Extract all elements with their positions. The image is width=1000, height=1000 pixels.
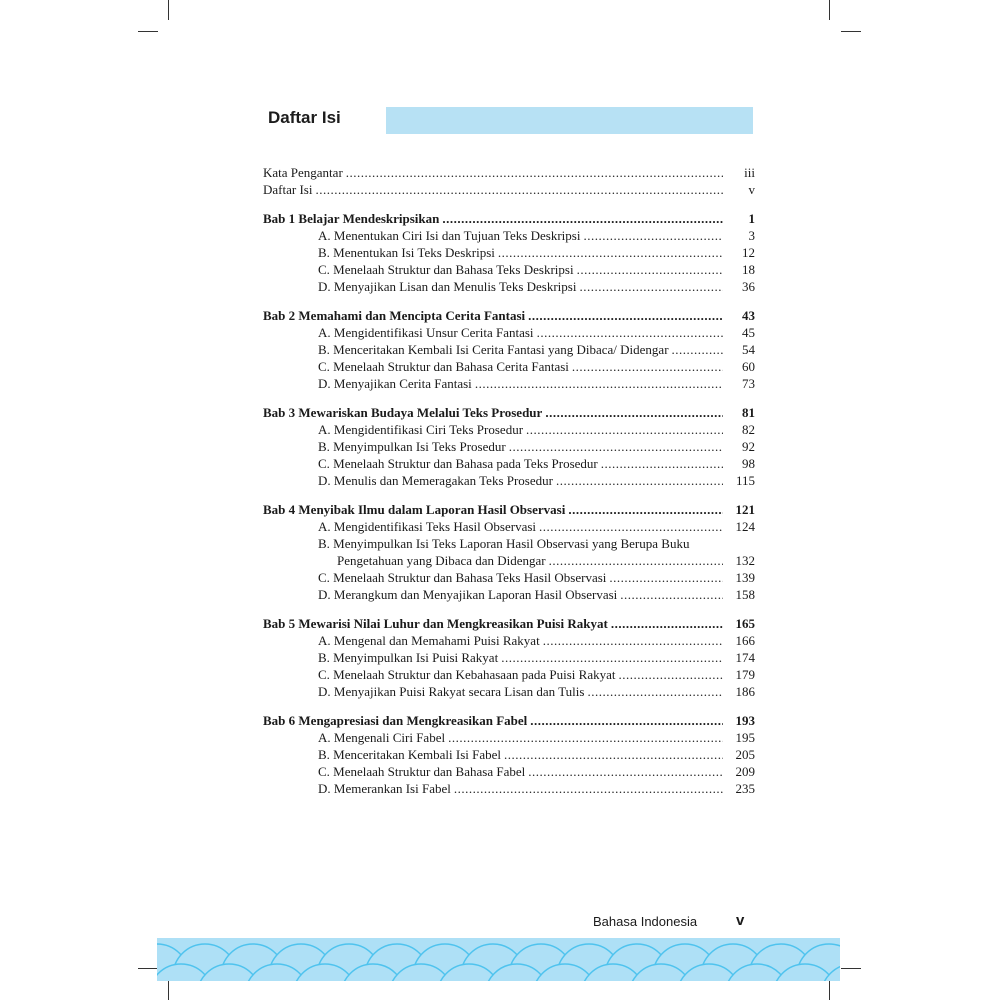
crop-mark-left-top [138,31,158,32]
dot-leader [539,518,723,535]
dot-leader [568,501,723,518]
toc-section-entry [263,518,755,535]
toc-section-entry-page: 139 [735,570,755,585]
page-title: Daftar Isi [268,108,341,127]
toc-section-entry-page: 73 [742,376,755,391]
toc-section-entry-title: D. Menyajikan Lisan dan Menulis Teks Deskripsi [318,279,577,294]
toc-section-entry [263,666,755,683]
toc-chapter-entry [263,615,755,632]
toc-section-entry-page: 158 [735,587,755,602]
toc-section-entry-title: C. Menelaah Struktur dan Bahasa Fabel [318,764,526,779]
dot-leader [543,632,723,649]
toc-chapter-entry-page: 121 [735,502,755,517]
toc-chapter-entry-page: 165 [735,616,755,631]
dot-leader [498,244,723,261]
toc-chapter-entry-title: Bab 2 Memahami dan Mencipta Cerita Fantasi [263,308,526,323]
toc-chapter-entry-page: 43 [742,308,755,323]
crop-mark-right-bottom [841,968,861,969]
toc-section-entry-page: 82 [742,422,755,437]
toc-section-entry-page: 124 [735,519,755,534]
dot-leader [556,472,723,489]
toc-section-entry [263,472,755,489]
toc-section-entry-title: B. Menentukan Isi Teks Deskripsi [318,245,495,260]
toc-section-entry [263,729,755,746]
toc-section-entry-page: 60 [742,359,755,374]
toc-section-entry [263,632,755,649]
toc-section-entry [263,455,755,472]
toc-section-entry-title: B. Menyimpulkan Isi Puisi Rakyat [318,650,499,665]
toc-section-entry [263,227,755,244]
toc-section-entry-page: 98 [742,456,755,471]
toc-section-entry-page: 54 [742,342,755,357]
toc-section-entry-page: 235 [735,781,755,796]
toc-section-entry [263,683,755,700]
dot-leader [672,341,723,358]
toc-section-entry-title: Pengetahuan yang Dibaca dan Didengar [337,553,546,568]
toc-section-entry-page: 209 [735,764,755,779]
toc-section-entry [263,261,755,278]
toc-section-entry [263,278,755,295]
toc-section-entry-title: B. Menceritakan Kembali Isi Fabel [318,747,502,762]
toc-chapter-entry-title: Bab 6 Mengapresiasi dan Mengkreasikan Fabel [263,713,528,728]
toc-section-entry-title: A. Mengidentifikasi Teks Hasil Observasi [318,519,537,534]
toc-section-entry-title: A. Mengenal dan Memahami Puisi Rakyat [318,633,540,648]
toc-section-entry-title: A. Mengidentifikasi Unsur Cerita Fantasi [318,325,534,340]
toc-section-entry-page: 18 [742,262,755,277]
toc-front-entry [263,164,755,181]
crop-mark-left-bottom [138,968,158,969]
toc-section-entry-title: C. Menelaah Struktur dan Bahasa pada Teks Prosedur [318,456,598,471]
toc-section-entry-page: 166 [735,633,755,648]
toc-chapter-entry-title: Bab 3 Mewariskan Budaya Melalui Teks Prosedur [263,405,543,420]
dot-leader [545,404,723,421]
toc-section-entry-page: 186 [735,684,755,699]
dot-leader [601,455,723,472]
crop-mark-right-top [841,31,861,32]
toc-section-entry-page: 115 [735,473,755,488]
dot-leader [572,358,723,375]
toc-section-entry-page: 195 [735,730,755,745]
dot-leader [587,683,723,700]
toc-section-entry [263,586,755,603]
toc-section-entry [263,763,755,780]
footer-book-title: Bahasa Indonesia [593,914,698,929]
toc-section-entry-page: 92 [742,439,755,454]
crop-mark-bottom-right [829,980,830,1000]
dot-leader [577,261,723,278]
toc-section-entry [263,324,755,341]
crop-mark-top-right [829,0,830,20]
dot-leader [315,181,723,198]
toc-chapter-entry-title: Bab 1 Belajar Mendeskripsikan [263,211,440,226]
dot-leader [448,729,723,746]
toc-section-entry-title: B. Menyimpulkan Isi Teks Laporan Hasil Observasi yang Berupa Buku [318,536,690,551]
dot-leader [618,666,723,683]
toc-section-entry-title: C. Menelaah Struktur dan Bahasa Teks Hasil Observasi [318,570,607,585]
dot-leader [611,615,723,632]
dot-leader [537,324,723,341]
dot-leader [530,712,723,729]
toc-section-entry-page: 36 [742,279,755,294]
toc-section-entry-title: A. Mengidentifikasi Ciri Teks Prosedur [318,422,524,437]
dot-leader [528,307,723,324]
toc-section-entry-title: D. Merangkum dan Menyajikan Laporan Hasil Observasi [318,587,618,602]
toc-section-entry [263,569,755,586]
toc-section-entry-title: C. Menelaah Struktur dan Kebahasaan pada Puisi Rakyat [318,667,616,682]
toc-section-entry [263,244,755,261]
toc-section-entry [263,358,755,375]
toc-section-entry-title: D. Memerankan Isi Fabel [318,781,451,796]
dot-leader [454,780,723,797]
toc-section-entry-page: 3 [748,228,755,243]
wave-decoration [157,938,840,981]
toc-chapter-entry [263,210,755,227]
crop-mark-top-left [168,0,169,20]
dot-leader [579,278,723,295]
toc-section-entry-title: C. Menelaah Struktur dan Bahasa Teks Deskripsi [318,262,574,277]
toc-chapter-entry [263,404,755,421]
toc-section-entry-page: 12 [742,245,755,260]
toc-front-entry-title: Kata Pengantar [263,165,343,180]
toc-section-entry-title: C. Menelaah Struktur dan Bahasa Cerita Fantasi [318,359,569,374]
toc-section-entry-title: A. Menentukan Ciri Isi dan Tujuan Teks Deskripsi [318,228,581,243]
dot-leader [346,164,723,181]
toc-chapter-entry-title: Bab 4 Menyibak Ilmu dalam Laporan Hasil Observasi [263,502,566,517]
dot-leader [528,763,723,780]
crop-mark-bottom-left [168,980,169,1000]
toc-section-entry [263,438,755,455]
dot-leader [526,421,723,438]
dot-leader [609,569,723,586]
toc-section-entry [263,535,755,552]
toc-section-entry-page: 174 [735,650,755,665]
toc-section-entry [263,780,755,797]
toc-section-entry-title: B. Menyimpulkan Isi Teks Prosedur [318,439,506,454]
toc-chapter-entry-title: Bab 5 Mewarisi Nilai Luhur dan Mengkreasikan Puisi Rakyat [263,616,608,631]
toc-chapter-entry-page: 81 [742,405,755,420]
toc-section-entry-title: D. Menyajikan Cerita Fantasi [318,376,472,391]
heading-bar [386,107,753,134]
toc-section-entry-page: 205 [735,747,755,762]
toc-section-entry-title: A. Mengenali Ciri Fabel [318,730,446,745]
toc-section-entry [263,746,755,763]
dot-leader [620,586,723,603]
toc-chapter-entry [263,712,755,729]
toc-section-entry [263,341,755,358]
toc-section-entry-title: D. Menyajikan Puisi Rakyat secara Lisan dan Tulis [318,684,585,699]
dot-leader [442,210,723,227]
toc-chapter-entry [263,501,755,518]
toc-front-entry [263,181,755,198]
toc-section-entry-title: B. Menceritakan Kembali Isi Cerita Fantasi yang Dibaca/ Didengar [318,342,669,357]
dot-leader [583,227,723,244]
toc-section-entry-page: 45 [742,325,755,340]
toc-section-entry-page: 132 [735,553,755,568]
toc-section-entry-title: D. Menulis dan Memeragakan Teks Prosedur [318,473,553,488]
toc-front-entry-title: Daftar Isi [263,182,313,197]
toc-chapter-entry-page: 1 [748,211,755,226]
toc-section-entry [263,552,755,569]
dot-leader [509,438,723,455]
dot-leader [501,649,723,666]
toc-front-entry-page: iii [744,165,755,180]
toc-section-entry-page: 179 [735,667,755,682]
toc-chapter-entry [263,307,755,324]
toc-section-entry [263,375,755,392]
dot-leader [504,746,723,763]
table-of-contents [263,164,755,797]
toc-front-entry-page: v [748,182,755,197]
toc-chapter-entry-page: 193 [735,713,755,728]
toc-section-entry [263,421,755,438]
toc-section-entry [263,649,755,666]
dot-leader [475,375,723,392]
footer-page-number: v [736,912,745,929]
dot-leader [549,552,723,569]
